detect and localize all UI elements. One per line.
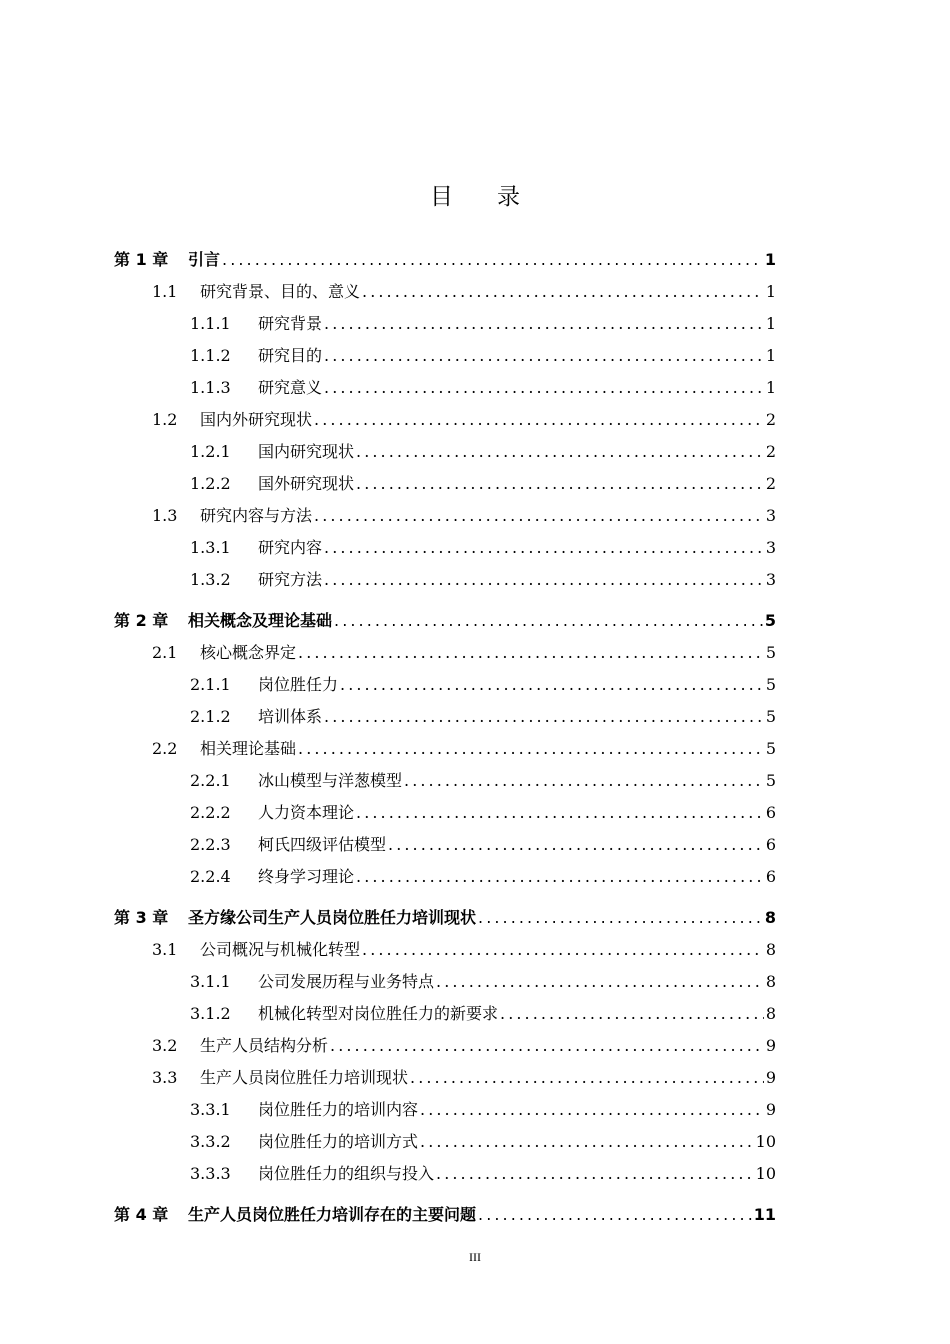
toc-section-entry[interactable]	[114, 1094, 776, 1126]
page-number: III	[469, 1250, 481, 1264]
toc-dot-leader	[334, 605, 763, 637]
toc-entry-label: 柯氏四级评估模型	[258, 835, 387, 854]
toc-entry-page: 9	[765, 1100, 776, 1119]
toc-dot-leader	[356, 797, 764, 829]
toc-entry-number: 2.2.1	[190, 771, 231, 790]
toc-entry-page: 2	[765, 442, 776, 461]
toc-entry-label: 研究内容与方法	[200, 506, 313, 525]
toc-entry-label: 公司概况与机械化转型	[200, 940, 361, 959]
toc-entry-number: 1.2.2	[190, 474, 231, 493]
toc-entry-label: 研究背景、目的、意义	[200, 282, 361, 301]
table-of-contents	[114, 244, 776, 1231]
toc-chapter-entry[interactable]	[114, 1199, 776, 1231]
toc-entry-label: 国内外研究现状	[200, 410, 313, 429]
toc-entry-page: 1	[765, 346, 776, 365]
toc-entry-label: 生产人员岗位胜任力培训存在的主要问题	[188, 1205, 477, 1224]
toc-section-entry[interactable]	[114, 1062, 776, 1094]
toc-entry-number: 第 1 章	[114, 250, 169, 269]
toc-section-entry[interactable]	[114, 404, 776, 436]
toc-section-entry[interactable]	[114, 564, 776, 596]
toc-section-entry[interactable]	[114, 934, 776, 966]
toc-section-entry[interactable]	[114, 372, 776, 404]
toc-dot-leader	[298, 637, 764, 669]
toc-dot-leader	[388, 829, 764, 861]
toc-entry-number: 1.2.1	[190, 442, 231, 461]
toc-title-part2: 录	[497, 184, 520, 210]
toc-entry-number: 1.3.2	[190, 570, 231, 589]
toc-entry-page: 6	[765, 803, 776, 822]
toc-entry-number: 2.2	[152, 739, 178, 758]
toc-section-entry[interactable]	[114, 797, 776, 829]
toc-entry-label: 相关概念及理论基础	[188, 611, 333, 630]
toc-entry-page: 2	[765, 474, 776, 493]
toc-entry-number: 3.1.2	[190, 1004, 231, 1023]
toc-dot-leader	[478, 902, 763, 934]
toc-section-entry[interactable]	[114, 532, 776, 564]
toc-section-entry[interactable]	[114, 701, 776, 733]
toc-entry-number: 3.1	[152, 940, 178, 959]
toc-entry-label: 引言	[188, 250, 221, 269]
toc-entry-page: 5	[765, 707, 776, 726]
toc-entry-label: 生产人员结构分析	[200, 1036, 329, 1055]
toc-entry-page: 8	[765, 972, 776, 991]
toc-dot-leader	[298, 733, 764, 765]
toc-entry-number: 2.1.1	[190, 675, 231, 694]
toc-entry-label: 岗位胜任力的培训内容	[258, 1100, 419, 1119]
toc-entry-number: 第 3 章	[114, 908, 169, 927]
toc-entry-page: 5	[765, 739, 776, 758]
toc-dot-leader	[362, 934, 764, 966]
toc-section-entry[interactable]	[114, 829, 776, 861]
toc-entry-page: 6	[765, 835, 776, 854]
toc-entry-number: 3.3.2	[190, 1132, 231, 1151]
toc-section-entry[interactable]	[114, 861, 776, 893]
toc-entry-page: 5	[765, 643, 776, 662]
toc-entry-page: 5	[764, 611, 776, 630]
toc-entry-page: 11	[753, 1205, 776, 1224]
toc-section-entry[interactable]	[114, 500, 776, 532]
toc-chapter-entry[interactable]	[114, 244, 776, 276]
toc-section-entry[interactable]	[114, 1126, 776, 1158]
toc-entry-number: 2.2.4	[190, 867, 231, 886]
toc-entry-label: 岗位胜任力	[258, 675, 339, 694]
toc-entry-label: 岗位胜任力的培训方式	[258, 1132, 419, 1151]
toc-dot-leader	[410, 1062, 764, 1094]
toc-entry-number: 2.1.2	[190, 707, 231, 726]
toc-dot-leader	[404, 765, 764, 797]
toc-entry-label: 机械化转型对岗位胜任力的新要求	[258, 1004, 499, 1023]
toc-dot-leader	[436, 966, 764, 998]
toc-dot-leader	[478, 1199, 752, 1231]
toc-entry-label: 生产人员岗位胜任力培训现状	[200, 1068, 409, 1087]
toc-entry-page: 5	[765, 771, 776, 790]
toc-entry-number: 1.2	[152, 410, 178, 429]
toc-section-entry[interactable]	[114, 637, 776, 669]
toc-dot-leader	[356, 861, 764, 893]
toc-title-part1: 目	[430, 184, 453, 210]
toc-entry-label: 人力资本理论	[258, 803, 355, 822]
toc-dot-leader	[436, 1158, 754, 1190]
toc-entry-page: 1	[764, 250, 776, 269]
toc-section-entry[interactable]	[114, 765, 776, 797]
toc-entry-page: 1	[765, 314, 776, 333]
toc-entry-page: 8	[765, 940, 776, 959]
toc-entry-label: 培训体系	[258, 707, 323, 726]
toc-dot-leader	[330, 1030, 764, 1062]
toc-dot-leader	[362, 276, 764, 308]
toc-entry-label: 研究方法	[258, 570, 323, 589]
toc-entry-label: 研究内容	[258, 538, 323, 557]
toc-entry-label: 国外研究现状	[258, 474, 355, 493]
toc-entry-label: 冰山模型与洋葱模型	[258, 771, 403, 790]
toc-section-entry[interactable]	[114, 966, 776, 998]
toc-entry-number: 1.1.1	[190, 314, 231, 333]
toc-dot-leader	[314, 500, 764, 532]
toc-entry-page: 2	[765, 410, 776, 429]
toc-dot-leader	[314, 404, 764, 436]
toc-entry-label: 圣方缘公司生产人员岗位胜任力培训现状	[188, 908, 477, 927]
toc-section-entry[interactable]	[114, 1158, 776, 1190]
toc-entry-number: 3.3.1	[190, 1100, 231, 1119]
toc-dot-leader	[356, 436, 764, 468]
toc-dot-leader	[324, 564, 764, 596]
toc-dot-leader	[324, 372, 764, 404]
toc-entry-page: 10	[755, 1164, 776, 1183]
toc-entry-label: 研究背景	[258, 314, 323, 333]
toc-section-entry[interactable]	[114, 340, 776, 372]
toc-entry-label: 终身学习理论	[258, 867, 355, 886]
toc-entry-page: 10	[755, 1132, 776, 1151]
toc-dot-leader	[340, 669, 764, 701]
toc-dot-leader	[222, 244, 763, 276]
toc-entry-page: 5	[765, 675, 776, 694]
toc-section-entry[interactable]	[114, 998, 776, 1030]
toc-entry-number: 3.1.1	[190, 972, 231, 991]
toc-entry-page: 3	[765, 570, 776, 589]
toc-entry-number: 2.2.3	[190, 835, 231, 854]
toc-entry-page: 6	[765, 867, 776, 886]
toc-entry-page: 8	[765, 1004, 776, 1023]
toc-entry-label: 相关理论基础	[200, 739, 297, 758]
toc-entry-number: 第 2 章	[114, 611, 169, 630]
toc-entry-page: 3	[765, 506, 776, 525]
toc-dot-leader	[500, 998, 764, 1030]
toc-dot-leader	[324, 701, 764, 733]
toc-chapter-entry[interactable]	[114, 605, 776, 637]
toc-entry-number: 1.3	[152, 506, 178, 525]
toc-entry-page: 1	[765, 378, 776, 397]
toc-chapter-entry[interactable]	[114, 902, 776, 934]
toc-entry-number: 1.1	[152, 282, 178, 301]
toc-entry-number: 第 4 章	[114, 1205, 169, 1224]
toc-section-entry[interactable]	[114, 733, 776, 765]
toc-section-entry[interactable]	[114, 436, 776, 468]
toc-section-entry[interactable]	[114, 308, 776, 340]
toc-entry-page: 1	[765, 282, 776, 301]
toc-section-entry[interactable]	[114, 468, 776, 500]
toc-entry-page: 9	[765, 1036, 776, 1055]
toc-entry-number: 1.1.3	[190, 378, 231, 397]
toc-entry-label: 核心概念界定	[200, 643, 297, 662]
toc-section-entry[interactable]	[114, 1030, 776, 1062]
toc-section-entry[interactable]	[114, 276, 776, 308]
toc-entry-page: 3	[765, 538, 776, 557]
toc-entry-label: 公司发展历程与业务特点	[258, 972, 435, 991]
toc-dot-leader	[420, 1094, 764, 1126]
toc-entry-number: 3.2	[152, 1036, 178, 1055]
toc-dot-leader	[356, 468, 764, 500]
toc-entry-number: 1.3.1	[190, 538, 231, 557]
toc-entry-label: 研究意义	[258, 378, 323, 397]
toc-entry-page: 8	[764, 908, 776, 927]
toc-entry-number: 2.1	[152, 643, 178, 662]
toc-section-entry[interactable]	[114, 669, 776, 701]
toc-entry-label: 研究目的	[258, 346, 323, 365]
toc-entry-number: 1.1.2	[190, 346, 231, 365]
toc-dot-leader	[324, 340, 764, 372]
toc-title	[0, 178, 950, 211]
toc-entry-number: 3.3	[152, 1068, 178, 1087]
toc-entry-label: 岗位胜任力的组织与投入	[258, 1164, 435, 1183]
toc-entry-number: 3.3.3	[190, 1164, 231, 1183]
toc-entry-label: 国内研究现状	[258, 442, 355, 461]
toc-dot-leader	[420, 1126, 754, 1158]
toc-dot-leader	[324, 532, 764, 564]
toc-entry-page: 9	[765, 1068, 776, 1087]
toc-entry-number: 2.2.2	[190, 803, 231, 822]
toc-dot-leader	[324, 308, 764, 340]
